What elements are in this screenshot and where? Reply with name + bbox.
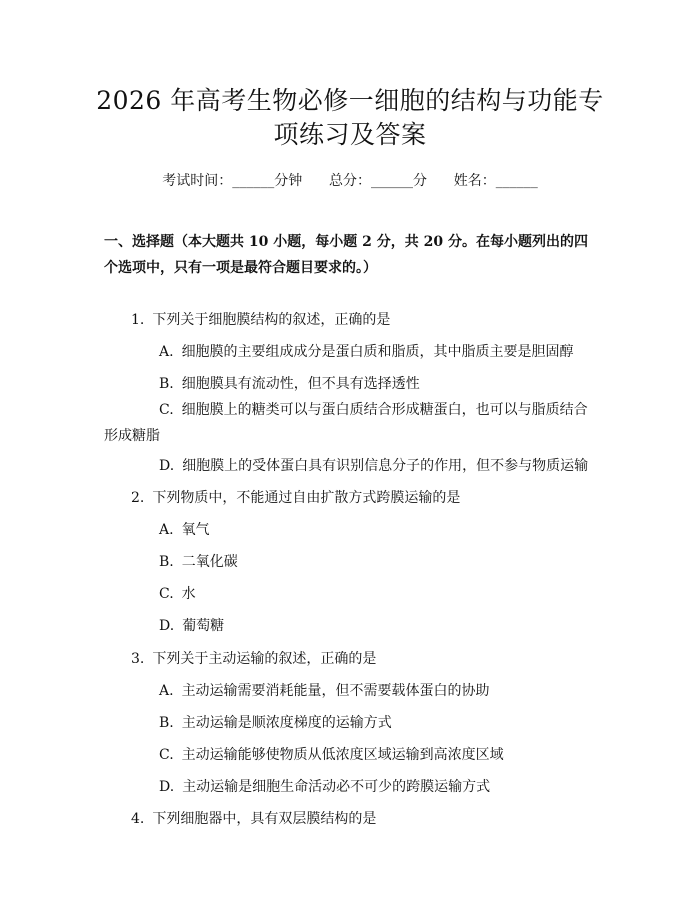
question-text: 下列关于细胞膜结构的叙述，正确的是 [152,312,391,328]
question-1-option-b [159,373,420,393]
question-3-option-c [159,744,504,764]
option-letter: B. [159,376,174,392]
option-text: 细胞膜的主要组成成分是蛋白质和脂质，其中脂质主要是胆固醇 [181,344,574,360]
question-2-option-d [159,615,224,635]
question-3 [131,648,376,668]
question-3-option-a [159,680,490,700]
question-2-option-c [159,583,196,603]
section-heading: 一、选择题（本大题共 10 小题，每小题 2 分，共 20 分。在每小题列出的四个选项中，只有一项是最符合题目要求的。） [104,234,588,276]
option-text: 主动运输需要消耗能量，但不需要载体蛋白的协助 [181,683,490,699]
question-2 [131,487,460,507]
option-text: 主动运输是顺浓度梯度的运输方式 [181,715,392,731]
question-text: 下列关于主动运输的叙述，正确的是 [152,651,377,667]
option-text: 主动运输是细胞生命活动必不可少的跨膜运输方式 [182,779,491,795]
option-text: 细胞膜上的受体蛋白具有识别信息分子的作用，但不参与物质运输 [182,458,589,474]
question-4 [131,808,376,828]
question-text: 下列细胞器中，具有双层膜结构的是 [152,811,377,827]
option-letter: D. [159,458,175,474]
option-text: 细胞膜具有流动性，但不具有选择透性 [181,376,420,392]
question-1-option-a [159,341,574,361]
option-letter: D. [159,618,175,634]
question-number: 4. [131,811,145,827]
question-number: 3. [131,651,145,667]
question-1 [131,309,390,329]
question-3-option-d [159,776,490,796]
option-letter: A. [159,344,174,360]
question-2-option-a [159,519,210,539]
title-line-1: 2026 年高考生物必修一细胞的结构与功能专 [96,86,604,115]
question-3-option-b [159,712,392,732]
question-text: 下列物质中，不能通过自由扩散方式跨膜运输的是 [152,490,461,506]
option-letter: C. [159,747,174,763]
option-text: 细胞膜上的糖类可以与蛋白质结合形成糖蛋白，也可以与脂质结合形成糖脂 [104,402,588,444]
title-line-2: 项练习及答案 [273,120,427,149]
question-2-option-b [159,551,238,571]
question-1-option-c [104,397,600,449]
option-text: 主动运输能够使物质从低浓度区域运输到高浓度区域 [181,747,504,763]
option-letter: D. [159,779,175,795]
question-number: 2. [131,490,145,506]
option-letter: C. [159,402,174,418]
option-letter: B. [159,554,174,570]
option-letter: C. [159,586,174,602]
document-title [90,84,610,152]
option-text: 氧气 [181,522,210,538]
option-letter: A. [159,683,174,699]
exam-info: 考试时间：______分钟 总分：______分 姓名：______ [162,173,538,189]
question-number: 1. [131,312,145,328]
option-text: 葡萄糖 [182,618,225,634]
option-letter: B. [159,715,174,731]
option-text: 二氧化碳 [181,554,238,570]
option-letter: A. [159,522,174,538]
question-1-option-d [159,455,588,475]
option-text: 水 [181,586,196,602]
